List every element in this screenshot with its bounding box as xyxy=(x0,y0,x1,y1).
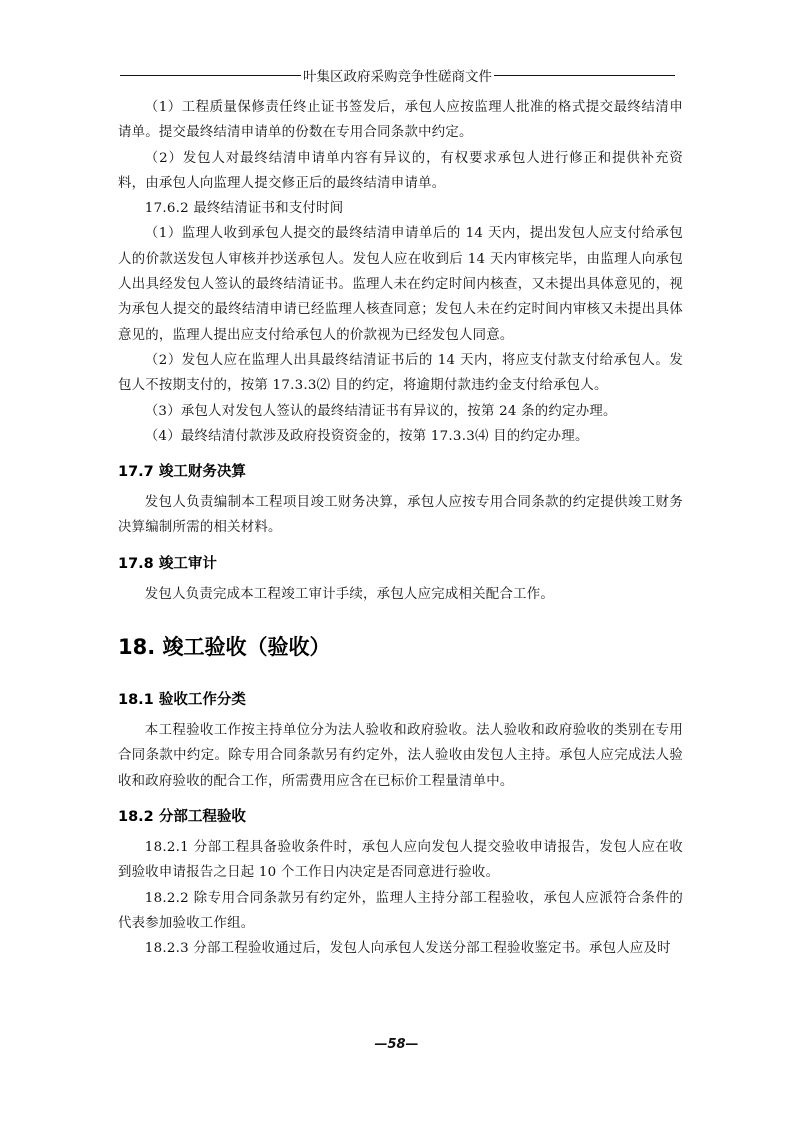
clause-heading: 17.6.2 最终结清证书和支付时间 xyxy=(144,201,344,217)
section-heading-18-2: 18.2 分部工程验收 xyxy=(118,808,246,825)
paragraph: 发包人负责编制本工程项目竣工财务决算，承包人应按专用合同条款的约定提供竣工财务决算编制所需的相关材料。 xyxy=(118,495,683,536)
page-body xyxy=(118,95,683,961)
paragraph: （2）发包人应在监理人出具最终结清证书后的 14 天内，将应支付款支付给承包人。发包人不按期支付的，按第 17.3.3⑵ 目的约定，将逾期付款违约金支付给承包人。 xyxy=(118,352,683,394)
paragraph: （1）监理人收到承包人提交的最终结清申请单后的 14 天内，提出发包人应支付给承包人的价款送发包人审核并抄送承包人。发包人应在收到后 14 天内审核完毕，由监理人向承包人出具经发包人签认的最终结清证书。监理人未在约定时间内核查，又未提出具体意见的，视为承包人提交的最终结清申请已经监理人核查同意；发包人未在约定时间内审核又未提出具体意见的，监理人提出应支付给承包人的价款视为已经发包人同意。 xyxy=(118,226,683,343)
paragraph: （4）最终结清付款涉及政府投资资金的，按第 17.3.3⑷ 目的约定办理。 xyxy=(144,428,589,444)
paragraph: 18.2.2 除专用合同条款另有约定外，监理人主持分部工程验收，承包人应派符合条件的代表参加验收工作组。 xyxy=(118,890,683,931)
header-rule-right xyxy=(494,75,675,76)
section-heading-17-7: 17.7 竣工财务决算 xyxy=(118,464,246,481)
header-rule-left xyxy=(120,75,301,76)
paragraph: 本工程验收工作按主持单位分为法人验收和政府验收。法人验收和政府验收的类别在专用合同条款中约定。除专用合同条款另有约定外，法人验收由发包人主持。承包人应完成法人验收和政府验收的配合工作，所需费用应含在已标价工程量清单中。 xyxy=(118,723,683,789)
paragraph: 18.2.3 分部工程验收通过后，发包人向承包人发送分部工程验收鉴定书。承包人应及时 xyxy=(144,941,671,957)
section-heading-18-1: 18.1 验收工作分类 xyxy=(118,692,246,709)
section-heading-17-8: 17.8 竣工审计 xyxy=(118,555,217,572)
paragraph: （3）承包人对发包人签认的最终结清证书有异议的，按第 24 条的约定办理。 xyxy=(144,403,617,419)
paragraph: （2）发包人对最终结清申请单内容有异议的，有权要求承包人进行修正和提供补充资料，由承包人向监理人提交修正后的最终结清申请单。 xyxy=(118,150,683,191)
paragraph: （1）工程质量保修责任终止证书签发后，承包人应按监理人批准的格式提交最终结清申请单。提交最终结清申请单的份数在专用合同条款中约定。 xyxy=(118,100,683,141)
page-number: —58— xyxy=(374,1037,419,1052)
paragraph: 发包人负责完成本工程竣工审计手续，承包人应完成相关配合工作。 xyxy=(144,586,555,602)
paragraph: 18.2.1 分部工程具备验收条件时，承包人应向发包人提交验收申请报告，发包人应在收到验收申请报告之日起 10 个工作日内决定是否同意进行验收。 xyxy=(118,839,683,881)
page-header xyxy=(120,64,675,86)
chapter-heading-18: 18. 竣工验收（验收） xyxy=(118,635,331,660)
header-title: 叶集区政府采购竞争性磋商文件 xyxy=(303,69,492,85)
